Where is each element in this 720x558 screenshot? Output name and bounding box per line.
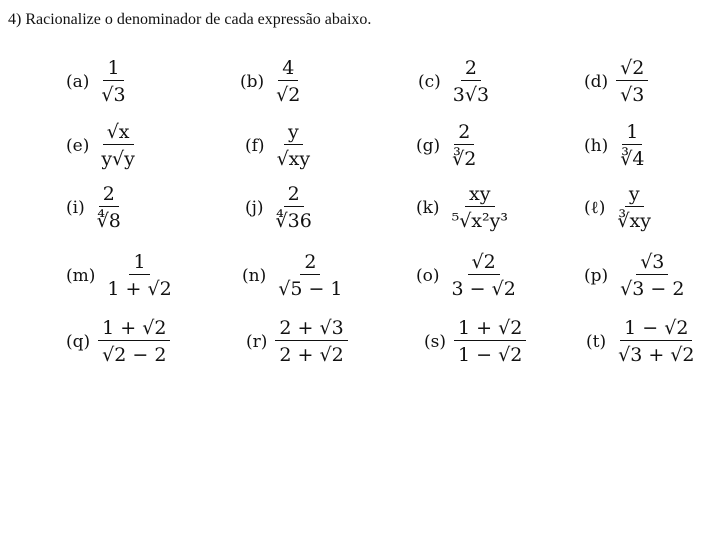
fraction-numerator: 2: [300, 250, 320, 275]
fraction: [614, 316, 698, 367]
problem-label: (j): [245, 197, 264, 218]
fraction-numerator: 1: [129, 250, 149, 275]
fraction-denominator: 3√3: [452, 84, 490, 106]
problem-r: [246, 316, 348, 367]
problem-label: (n): [242, 265, 267, 286]
problem-label: (b): [240, 71, 265, 92]
fraction-denominator: √5 − 1: [278, 278, 343, 300]
problem-label: (e): [66, 135, 90, 156]
fraction-denominator: 3 − √2: [451, 278, 516, 300]
problem-label: (k): [416, 197, 440, 218]
problem-label: (p): [584, 265, 609, 286]
fraction-numerator: 2 + √3: [275, 316, 347, 341]
fraction-denominator: √3 + √2: [618, 344, 695, 366]
problem-label: (ℓ): [584, 197, 606, 218]
problem-f: [245, 120, 314, 171]
problem-c: [418, 56, 493, 107]
fraction: [448, 182, 512, 233]
fraction: [448, 120, 480, 171]
problem-b: [240, 56, 304, 107]
problem-label: (q): [66, 331, 91, 352]
fraction-numerator: 1 − √2: [620, 316, 692, 341]
problem-label: (h): [584, 135, 609, 156]
problem-label: (s): [424, 331, 446, 352]
fraction-numerator: 2: [284, 182, 304, 207]
fraction-numerator: √2: [468, 250, 500, 275]
fraction-numerator: xy: [465, 182, 494, 207]
fraction: [616, 120, 648, 171]
fraction: [97, 120, 139, 171]
fraction-denominator: ∜8: [96, 210, 121, 232]
problem-e: [66, 120, 139, 171]
problem-p: [584, 250, 688, 301]
fraction-denominator: √xy: [276, 148, 311, 170]
fraction-numerator: 2: [99, 182, 119, 207]
problem-a: [66, 56, 130, 107]
fraction-numerator: 1 + √2: [98, 316, 170, 341]
fraction-numerator: √2: [616, 56, 648, 81]
problem-label: (i): [66, 197, 85, 218]
exercise-instruction: 4) Racionalize o denominador de cada expressão abaixo.: [8, 11, 372, 28]
problem-label: (m): [66, 265, 96, 286]
problem-d: [584, 56, 648, 107]
problem-label: (r): [246, 331, 268, 352]
problem-s: [424, 316, 526, 367]
fraction-denominator: ∛2: [452, 148, 477, 170]
problem-j: [245, 182, 316, 233]
fraction-numerator: 1: [103, 56, 123, 81]
fraction: [449, 56, 493, 107]
fraction: [93, 182, 125, 233]
problem-label: (c): [418, 71, 441, 92]
fraction-denominator: 1 − √2: [458, 344, 523, 366]
fraction-denominator: 2 + √2: [279, 344, 344, 366]
problem-n: [242, 250, 347, 301]
fraction-numerator: √x: [103, 120, 134, 145]
fraction: [275, 316, 347, 367]
fraction: [448, 250, 520, 301]
fraction: [98, 316, 170, 367]
problem-q: [66, 316, 170, 367]
fraction-denominator: √2: [276, 84, 301, 106]
fraction-denominator: √3: [101, 84, 126, 106]
fraction-numerator: y: [625, 182, 644, 207]
problem-m: [66, 250, 176, 301]
fraction: [272, 56, 304, 107]
fraction-denominator: √3: [620, 84, 645, 106]
fraction: [272, 182, 316, 233]
fraction-numerator: 4: [278, 56, 298, 81]
problem-label: (a): [66, 71, 90, 92]
fraction-denominator: √2 − 2: [102, 344, 167, 366]
fraction: [103, 250, 175, 301]
fraction-denominator: √3 − 2: [620, 278, 685, 300]
problem-label: (o): [416, 265, 440, 286]
problem-label: (f): [245, 135, 265, 156]
fraction-denominator: ∛4: [620, 148, 645, 170]
problem-h: [584, 120, 648, 171]
problem-g: [416, 120, 480, 171]
problem-k: [416, 182, 512, 233]
fraction: [97, 56, 129, 107]
fraction-denominator: 1 + √2: [107, 278, 172, 300]
problem-label: (g): [416, 135, 441, 156]
problem-label: (t): [586, 331, 607, 352]
fraction-denominator: ⁵√x²y³: [451, 210, 508, 232]
fraction: [616, 56, 648, 107]
fraction: [616, 250, 688, 301]
fraction-numerator: √3: [636, 250, 668, 275]
fraction-numerator: 2: [461, 56, 481, 81]
fraction: [274, 250, 346, 301]
problem-label: (d): [584, 71, 609, 92]
problem-t: [586, 316, 699, 367]
problem-o: [416, 250, 520, 301]
fraction: [454, 316, 526, 367]
fraction-numerator: 2: [454, 120, 474, 145]
fraction-denominator: ∛xy: [617, 210, 651, 232]
fraction-denominator: y√y: [101, 148, 135, 170]
fraction: [273, 120, 315, 171]
fraction: [613, 182, 655, 233]
fraction-numerator: y: [284, 120, 303, 145]
problem-i: [66, 182, 125, 233]
fraction-numerator: 1 + √2: [454, 316, 526, 341]
fraction-denominator: ∜36: [275, 210, 312, 232]
problem-l: [584, 182, 655, 233]
fraction-numerator: 1: [622, 120, 642, 145]
